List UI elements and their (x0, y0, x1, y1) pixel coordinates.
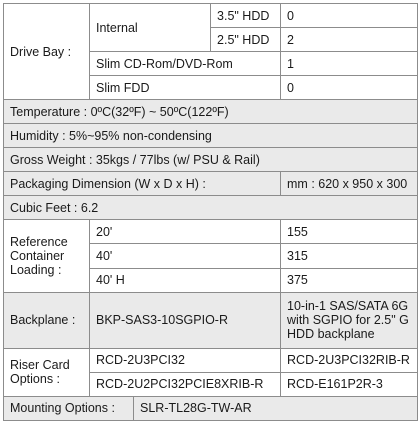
container-label-line2: Container Loading : (10, 248, 65, 277)
gross-weight-row (4, 148, 418, 172)
packaging-row (4, 172, 418, 196)
drive-bay-row-1 (4, 4, 418, 28)
cubic-feet-row (4, 196, 418, 220)
slim-fdd-label: Slim FDD (90, 76, 281, 100)
riser-card-3: RCD-2U2PCI32PCIE8XRIB-R (90, 372, 281, 396)
hdd35-value: 0 (281, 4, 418, 28)
riser-row-1 (4, 348, 418, 372)
temperature-row (4, 100, 418, 124)
cubic-feet-text: Cubic Feet : 6.2 (4, 196, 418, 220)
gross-weight-text: Gross Weight : 35kgs / 77lbs (w/ PSU & Rail) (4, 148, 418, 172)
backplane-label: Backplane : (4, 292, 90, 348)
container-label-line1: Reference (10, 234, 68, 249)
backplane-description: 10-in-1 SAS/SATA 6G with SGPIO for 2.5" G HDD backplane (281, 292, 418, 348)
riser-card-1: RCD-2U3PCI32 (90, 348, 281, 372)
mounting-label: Mounting Options : (4, 396, 134, 420)
riser-card-2: RCD-2U3PCI32RIB-R (281, 348, 418, 372)
container-label (4, 220, 90, 292)
container-qty-40h: 375 (281, 268, 418, 292)
humidity-row (4, 124, 418, 148)
backplane-model: BKP-SAS3-10SGPIO-R (90, 292, 281, 348)
container-size-40: 40' (90, 244, 281, 268)
slim-fdd-value: 0 (281, 76, 418, 100)
container-qty-40: 315 (281, 244, 418, 268)
riser-label (4, 348, 90, 396)
packaging-label: Packaging Dimension (W x D x H) : (4, 172, 281, 196)
mounting-row (4, 396, 418, 420)
hdd25-label: 2.5" HDD (211, 28, 281, 52)
container-row-1 (4, 220, 418, 244)
riser-card-4: RCD-E161P2R-3 (281, 372, 418, 396)
container-qty-20: 155 (281, 220, 418, 244)
backplane-row (4, 292, 418, 348)
internal-label: Internal (90, 4, 211, 52)
humidity-text: Humidity : 5%~95% non-condensing (4, 124, 418, 148)
container-size-20: 20' (90, 220, 281, 244)
slim-cd-value: 1 (281, 52, 418, 76)
riser-label-line1: Riser Card (10, 358, 70, 373)
spec-table (3, 3, 418, 421)
hdd35-label: 3.5" HDD (211, 4, 281, 28)
slim-cd-label: Slim CD-Rom/DVD-Rom (90, 52, 281, 76)
hdd25-value: 2 (281, 28, 418, 52)
riser-label-line2: Options : (10, 372, 61, 387)
drive-bay-label: Drive Bay : (4, 4, 90, 100)
container-size-40h: 40' H (90, 268, 281, 292)
temperature-text: Temperature : 0ºC(32ºF) ~ 50ºC(122ºF) (4, 100, 418, 124)
packaging-value: mm : 620 x 950 x 300 (281, 172, 418, 196)
mounting-value: SLR-TL28G-TW-AR (134, 396, 418, 420)
